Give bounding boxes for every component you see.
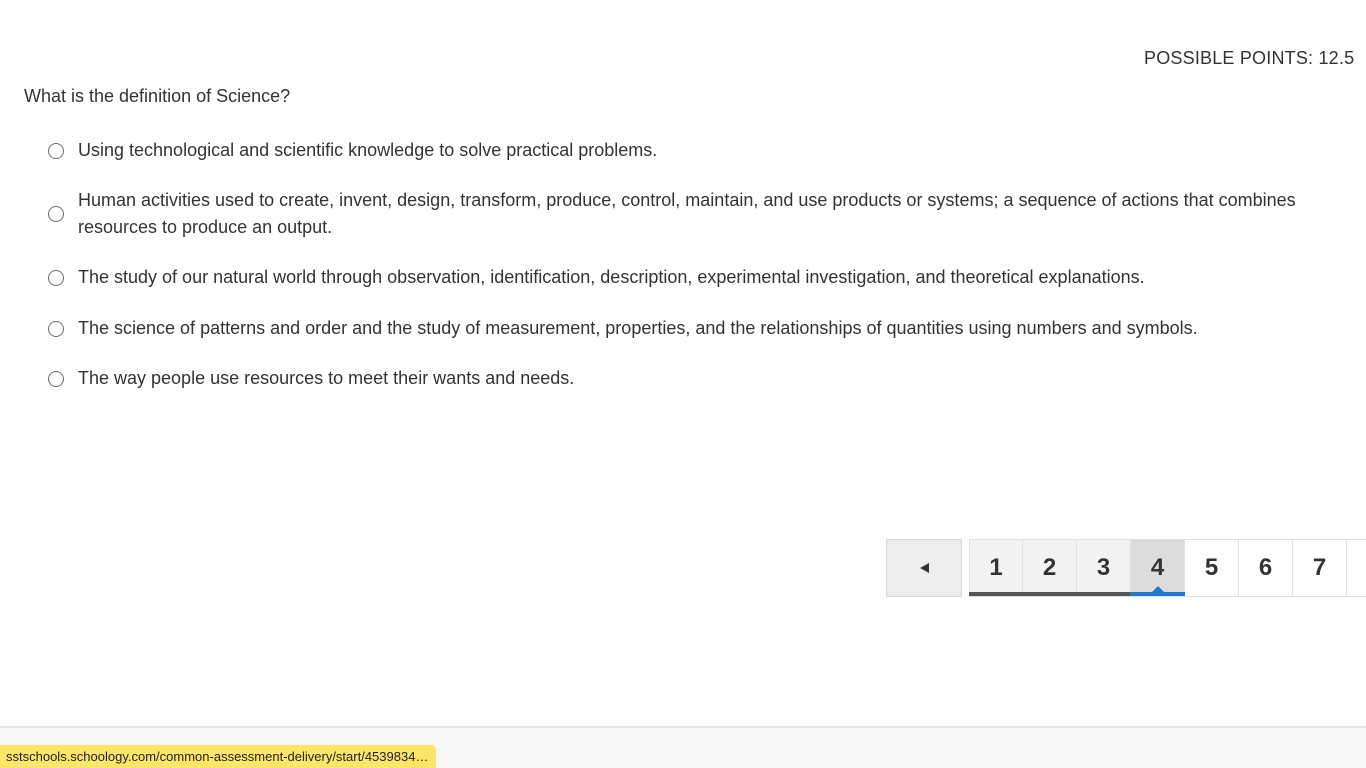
page-button-7[interactable]: 7 bbox=[1293, 539, 1347, 597]
page-number-list bbox=[969, 539, 1366, 597]
page-button-overflow[interactable] bbox=[1347, 539, 1366, 597]
radio-button[interactable] bbox=[48, 371, 64, 387]
page-button-1[interactable]: 1 bbox=[969, 539, 1023, 597]
answer-choice-text: Human activities used to create, invent, design, transform, produce, control, maintain, and use products or systems; a sequence of actions that combines resources to produce an output. bbox=[78, 190, 1296, 237]
current-page-caret-icon bbox=[1152, 586, 1164, 592]
radio-button[interactable] bbox=[48, 143, 64, 159]
radio-button[interactable] bbox=[48, 206, 64, 222]
page-button-3[interactable]: 3 bbox=[1077, 539, 1131, 597]
page-button-6[interactable]: 6 bbox=[1239, 539, 1293, 597]
answer-choice-5[interactable] bbox=[48, 365, 574, 392]
answer-choice-text: The way people use resources to meet their wants and needs. bbox=[78, 368, 575, 388]
page-button-2[interactable]: 2 bbox=[1023, 539, 1077, 597]
possible-points: POSSIBLE POINTS: 12.5 bbox=[1144, 48, 1355, 68]
answer-choice-text: The science of patterns and order and the study of measurement, properties, and the relationships of quantities using numbers and symbols. bbox=[78, 318, 1198, 338]
previous-question-button[interactable] bbox=[886, 539, 962, 597]
answer-choice-1[interactable] bbox=[48, 137, 657, 164]
question-text: What is the definition of Science? bbox=[24, 86, 291, 106]
radio-button[interactable] bbox=[48, 270, 64, 286]
answer-choice-3[interactable] bbox=[48, 264, 1145, 291]
left-triangle-icon bbox=[920, 563, 929, 573]
page-button-5[interactable]: 5 bbox=[1185, 539, 1239, 597]
page-button-4-current[interactable] bbox=[1131, 539, 1185, 597]
radio-button[interactable] bbox=[48, 321, 64, 337]
answer-choice-2[interactable] bbox=[48, 187, 1338, 241]
answer-choice-text: Using technological and scientific knowledge to solve practical problems. bbox=[78, 140, 658, 160]
page-number: 4 bbox=[1150, 554, 1165, 581]
status-bar-url: sstschools.schoology.com/common-assessment-delivery/start/4539834… bbox=[0, 745, 436, 768]
answer-choice-4[interactable] bbox=[48, 315, 1198, 342]
answer-choice-text: The study of our natural world through observation, identification, description, experimental investigation, and theoretical explanations. bbox=[78, 267, 1145, 287]
